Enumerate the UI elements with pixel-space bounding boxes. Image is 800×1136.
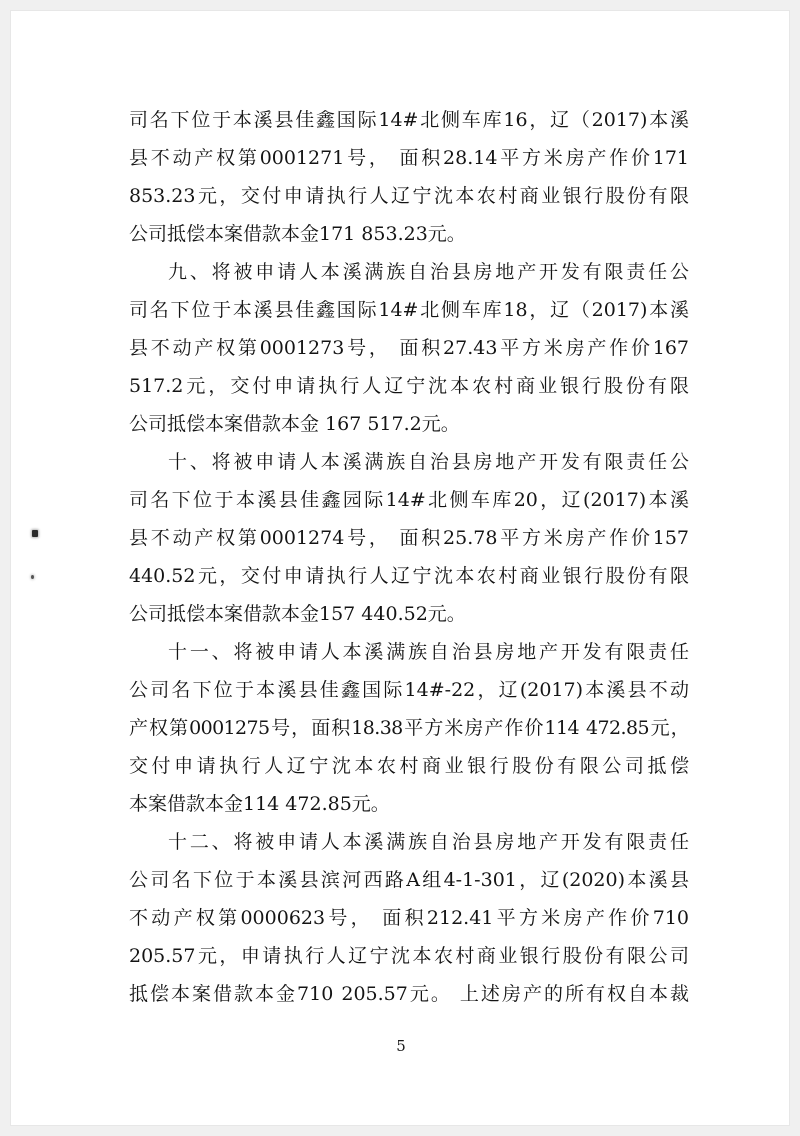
paragraph — [129, 101, 689, 253]
paragraph — [129, 253, 689, 443]
text-line: 司名下位于本溪县佳鑫国际14#北侧车库18，辽（2017)本溪 — [129, 299, 689, 321]
text-line: 交付申请执行人辽宁沈本农村商业银行股份有限公司抵偿 — [129, 755, 689, 777]
paragraph — [129, 443, 689, 633]
text-line: 公司名下位于本溪县佳鑫国际14#-22，辽(2017)本溪县不动 — [129, 679, 689, 701]
ink-speck — [32, 530, 38, 537]
text-line: 十、将被申请人本溪满族自治县房地产开发有限责任公 — [168, 451, 689, 473]
document-body — [129, 101, 689, 1013]
text-line: 产权第0001275号，面积18.38平方米房产作价114 472.85元， — [129, 717, 689, 739]
text-line: 县不动产权第0001273号， 面积27.43平方米房产作价167 — [129, 337, 689, 359]
paragraph — [129, 823, 689, 1013]
text-line: 本案借款本金114 472.85元。 — [129, 793, 390, 815]
text-line: 440.52元，交付申请执行人辽宁沈本农村商业银行股份有限 — [129, 565, 689, 587]
paragraph — [129, 633, 689, 823]
text-line: 十二、将被申请人本溪满族自治县房地产开发有限责任 — [168, 831, 689, 853]
text-line: 九、将被申请人本溪满族自治县房地产开发有限责任公 — [168, 261, 689, 283]
text-line: 县不动产权第0001271号， 面积28.14平方米房产作价171 — [129, 147, 689, 169]
text-line: 不动产权第0000623号， 面积212.41平方米房产作价710 — [129, 907, 689, 929]
text-line: 853.23元，交付申请执行人辽宁沈本农村商业银行股份有限 — [129, 185, 689, 207]
text-line: 十一、将被申请人本溪满族自治县房地产开发有限责任 — [168, 641, 689, 663]
text-line: 公司抵偿本案借款本金171 853.23元。 — [129, 223, 466, 245]
ink-speck — [31, 575, 34, 579]
text-line: 517.2元，交付申请执行人辽宁沈本农村商业银行股份有限 — [129, 375, 689, 397]
text-line: 抵偿本案借款本金710 205.57元。 上述房产的所有权自本裁 — [129, 983, 689, 1005]
text-line: 205.57元，申请执行人辽宁沈本农村商业银行股份有限公司 — [129, 945, 689, 967]
text-line: 公司名下位于本溪县滨河西路A组4-1-301，辽(2020)本溪县 — [129, 869, 689, 891]
text-line: 司名下位于本溪县佳鑫国际14#北侧车库16，辽（2017)本溪 — [129, 109, 689, 131]
page-number: 5 — [396, 1037, 406, 1055]
text-line: 司名下位于本溪县佳鑫园际14#北侧车库20，辽(2017)本溪 — [129, 489, 689, 511]
text-line: 县不动产权第0001274号， 面积25.78平方米房产作价157 — [129, 527, 689, 549]
document-page — [10, 10, 790, 1126]
text-line: 公司抵偿本案借款本金 167 517.2元。 — [129, 413, 460, 435]
text-line: 公司抵偿本案借款本金157 440.52元。 — [129, 603, 466, 625]
